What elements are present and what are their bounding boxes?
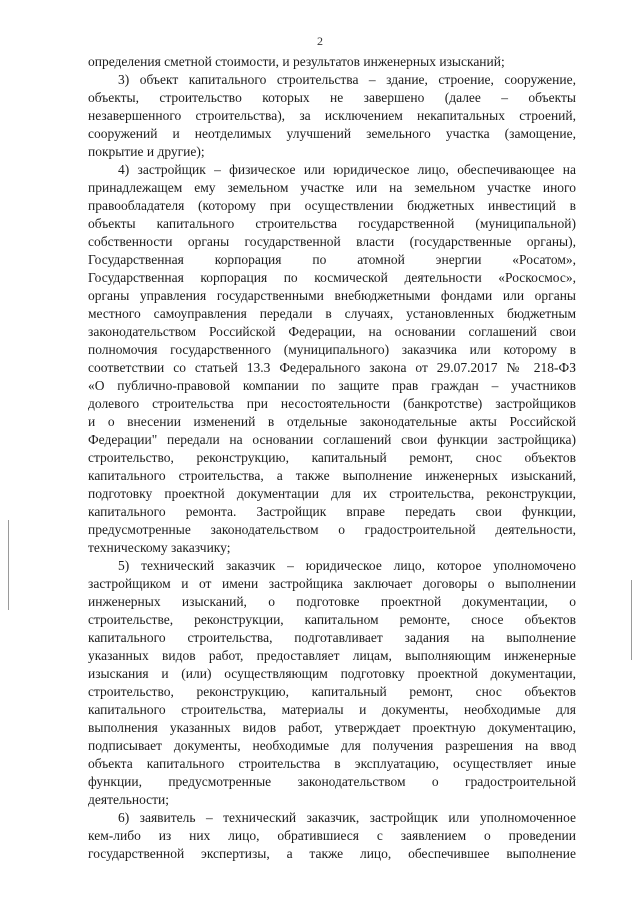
text-line: местного самоуправления передали в случаях, установленных бюджетным [88,306,576,321]
scan-edge-mark-left [8,520,9,610]
text-line: определения сметной стоимости, и результатов инженерных изысканий; [88,54,505,69]
text-line: застройщиком и от имени застройщика заключает договоры о выполнении [88,576,576,591]
text-line: Федерации" передали на основании соглашений свои функции застройщика) [88,432,576,447]
text-line: деятельности; [88,792,170,807]
text-line: Государственная корпорация по атомной энергии «Росатом», [88,252,576,267]
text-line: выполнения указанных видов работ, утверждает проектную документацию, [88,720,576,735]
text-line: «О публично-правовой компании по защите прав граждан – участников [88,378,576,393]
text-line: подписывает документы, необходимые для получения разрешения на ввод [88,738,576,753]
text-line: капитального строительства, материалы и документы, необходимые для [88,702,576,717]
page-number: 2 [317,34,323,48]
text-line: кем-либо из них лицо, обратившиеся с заявлением о проведении [88,828,576,843]
text-line: принадлежащем ему земельном участке или на земельном участке иного [88,180,576,195]
text-line: 3) объект капитального строительства – здание, строение, сооружение, [118,72,576,87]
body-text [88,53,576,863]
text-line: полномочия государственного (муниципального) заказчика или которому в [88,342,576,357]
text-line: и о внесении изменений в отдельные законодательные акты Российской [88,414,576,429]
text-line: Государственная корпорация по космической деятельности «Роскосмос», [88,270,576,285]
text-line: подготовку проектной документации для их строительства, реконструкции, [88,486,576,501]
text-line: строительстве, реконструкции, капитальном ремонте, сносе объектов [88,612,576,627]
text-line: правообладателя (которому при осуществлении бюджетных инвестиций в [88,198,576,213]
text-line: незавершенного строительства), за исключением некапитальных строений, [88,108,576,123]
text-line: государственной экспертизы, а также лицо, обеспечившее выполнение [88,846,576,861]
text-line: функции, предусмотренные законодательством о градостроительной [88,774,576,789]
text-line: капитального строительства, подготавливает задания на выполнение [88,630,576,645]
scan-edge-mark-right [631,580,632,660]
text-line: объекты, строительство которых не завершено (далее – объекты [88,90,576,105]
text-line: техническому заказчику; [88,540,231,555]
text-line: инженерных изысканий, о подготовке проектной документации, о [88,594,576,609]
text-line: объекты капитального строительства государственной (муниципальной) [88,216,576,231]
text-line: органы управления государственными внебюджетными фондами или органы [88,288,576,303]
text-line: покрытие и другие); [88,144,205,159]
text-line: сооружений и неотделимых улучшений земельного участка (замощение, [88,126,576,141]
text-line: 4) застройщик – физическое или юридическое лицо, обеспечивающее на [118,162,576,177]
text-line: 6) заявитель – технический заказчик, застройщик или уполномоченное [118,810,576,825]
text-line: долевого строительства при несостоятельности (банкротстве) застройщиков [88,396,576,411]
text-line: указанных видов работ, предоставляет лицам, выполняющим инженерные [88,648,576,663]
text-line: собственности органы государственной власти (государственные органы), [88,234,576,249]
text-line: изыскания и (или) осуществляющим подготовку проектной документации, [88,666,576,681]
text-line: строительство, реконструкцию, капитальный ремонт, снос объектов [88,450,576,465]
text-line: объекта капитального строительства в эксплуатацию, осуществляет иные [88,756,576,771]
text-line: капитального строительства, а также выполнение инженерных изысканий, [88,468,576,483]
text-line: 5) технический заказчик – юридическое лицо, которое уполномочено [118,558,576,573]
text-line: строительство, реконструкцию, капитальный ремонт, снос объектов [88,684,576,699]
text-line: предусмотренные законодательством о градостроительной деятельности, [88,522,576,537]
text-line: соответствии со статьей 13.3 Федерального закона от 29.07.2017 № 218-ФЗ [88,360,576,375]
text-line: капитального ремонта. Застройщик вправе передать свои функции, [88,504,576,519]
text-line: законодательством Российской Федерации, на основании соглашений свои [88,324,576,339]
